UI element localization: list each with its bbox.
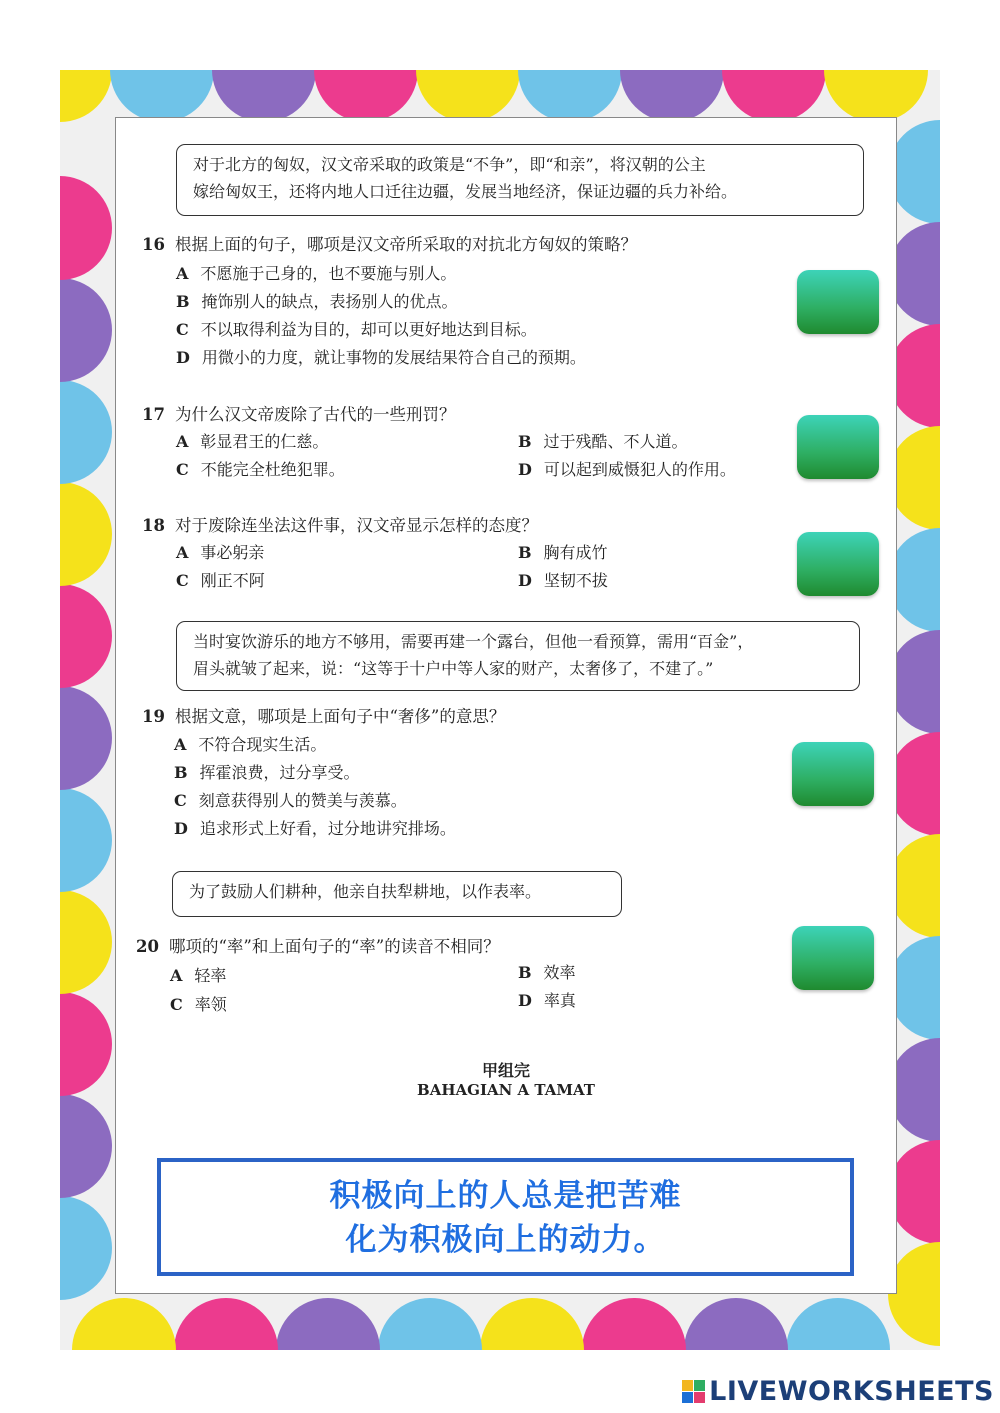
option-19-d (174, 816, 456, 839)
option-text: 过于残酷、不人道。 (543, 432, 688, 451)
option-20-c (170, 992, 227, 1015)
option-16-c (176, 317, 537, 340)
option-16-d (176, 345, 586, 368)
border-bubble (786, 1298, 890, 1350)
option-letter: D (518, 571, 532, 590)
passage-2 (176, 621, 860, 691)
option-19-a (174, 732, 326, 755)
border-bubble (174, 1298, 278, 1350)
border-bubble (60, 380, 112, 484)
border-bubble (60, 890, 112, 994)
liveworksheets-logo-icon (682, 1380, 705, 1403)
option-text: 用微小的力度，就让事物的发展结果符合自己的预期。 (201, 348, 586, 367)
question-20 (136, 933, 500, 957)
question-number: 18 (142, 516, 165, 535)
border-bubble (582, 1298, 686, 1350)
passage-1-line-2: 嫁给匈奴王，还将内地人口迁往边疆，发展当地经济，保证边疆的兵力补给。 (193, 182, 738, 201)
border-bubble (60, 1094, 112, 1198)
option-16-b (176, 289, 458, 312)
border-bubble (620, 70, 724, 122)
question-19 (142, 703, 505, 727)
option-letter: C (176, 320, 189, 339)
passage-3-line-1: 为了鼓励人们耕种，他亲自扶犁耕地，以作表率。 (189, 882, 542, 901)
border-bubble (60, 176, 112, 280)
question-number: 16 (142, 235, 165, 254)
motto-line-2: 化为积极向上的动力。 (345, 1222, 666, 1258)
question-number: 19 (142, 707, 165, 726)
border-bubble (60, 1196, 112, 1300)
motto-box (157, 1158, 854, 1276)
option-17-d (518, 457, 736, 480)
option-letter: B (174, 763, 188, 782)
option-letter: A (170, 966, 183, 985)
option-20-b (518, 960, 576, 983)
option-letter: A (176, 432, 189, 451)
border-bubble (72, 1298, 176, 1350)
answer-box-20[interactable] (792, 926, 874, 990)
question-number: 20 (136, 937, 159, 956)
brand-name: LIVEWORKSHEETS (709, 1376, 994, 1407)
option-text: 可以起到威慑犯人的作用。 (543, 460, 736, 479)
question-text: 根据上面的句子，哪项是汉文帝所采取的对抗北方匈奴的策略？ (174, 235, 637, 254)
option-18-a (176, 540, 264, 563)
section-end-malay: BAHAGIAN A TAMAT (417, 1081, 595, 1099)
option-18-b (518, 540, 608, 563)
option-text: 胸有成竹 (543, 543, 608, 562)
option-20-d (518, 988, 576, 1011)
passage-1-line-1: 对于北方的匈奴，汉文帝采取的政策是“不争”，即“和亲”，将汉朝的公主 (193, 155, 706, 174)
option-letter: C (176, 460, 189, 479)
answer-box-16[interactable] (797, 270, 879, 334)
option-text: 刚正不阿 (200, 571, 265, 590)
option-letter: B (176, 292, 190, 311)
question-18 (142, 512, 538, 536)
option-17-a (176, 429, 328, 452)
option-text: 不愿施于己身的，也不要施与别人。 (200, 264, 457, 283)
option-letter: D (176, 348, 190, 367)
question-16 (142, 231, 637, 255)
question-text: 哪项的“率”和上面句子的“率”的读音不相同？ (168, 937, 500, 956)
question-17 (142, 401, 455, 425)
border-bubble (276, 1298, 380, 1350)
option-text: 追求形式上好看，过分地讲究排场。 (199, 819, 456, 838)
option-17-c (176, 457, 345, 480)
option-text: 掩饰别人的缺点，表扬别人的优点。 (201, 292, 458, 311)
border-bubble (60, 482, 112, 586)
option-18-d (518, 568, 608, 591)
question-text: 根据文意，哪项是上面句子中“奢侈”的意思？ (174, 707, 506, 726)
option-letter: C (170, 995, 183, 1014)
option-letter: C (176, 571, 189, 590)
answer-box-17[interactable] (797, 415, 879, 479)
border-bubble (684, 1298, 788, 1350)
answer-box-19[interactable] (792, 742, 874, 806)
border-bubble (60, 584, 112, 688)
option-20-a (170, 963, 226, 986)
option-text: 彰显君王的仁慈。 (200, 432, 329, 451)
border-bubble (824, 70, 928, 122)
option-letter: D (518, 991, 532, 1010)
option-text: 事必躬亲 (200, 543, 265, 562)
border-bubble (212, 70, 316, 122)
option-17-b (518, 429, 688, 452)
option-18-c (176, 568, 265, 591)
border-bubble (60, 686, 112, 790)
border-bubble (110, 70, 214, 122)
option-text: 刻意获得别人的赞美与羡慕。 (198, 791, 407, 810)
passage-2-line-2: 眉头就皱了起来，说：“这等于十户中等人家的财产，太奢侈了，不建了。” (193, 659, 714, 678)
option-letter: B (518, 543, 532, 562)
border-bubble (518, 70, 622, 122)
border-bubble (314, 70, 418, 122)
option-text: 轻率 (194, 966, 227, 985)
answer-box-18[interactable] (797, 532, 879, 596)
border-bubble (60, 992, 112, 1096)
option-text: 率领 (194, 995, 227, 1014)
option-letter: C (174, 791, 187, 810)
liveworksheets-brand (682, 1376, 994, 1407)
option-letter: B (518, 963, 532, 982)
motto-line-1: 积极向上的人总是把苦难 (329, 1178, 682, 1214)
passage-1 (176, 144, 864, 216)
question-text: 对于废除连坐法这件事，汉文帝显示怎样的态度？ (174, 516, 538, 535)
border-bubble (60, 788, 112, 892)
border-bubble (722, 70, 826, 122)
option-letter: A (174, 735, 187, 754)
section-end-chinese: 甲组完 (481, 1061, 530, 1080)
question-number: 17 (142, 405, 165, 424)
border-bubble (480, 1298, 584, 1350)
worksheet-page (115, 117, 897, 1294)
option-letter: D (518, 460, 532, 479)
option-letter: B (518, 432, 532, 451)
option-text: 挥霍浪费，过分享受。 (199, 763, 360, 782)
border-bubble (60, 278, 112, 382)
border-bubble (378, 1298, 482, 1350)
option-16-a (176, 261, 456, 284)
option-text: 率真 (543, 991, 576, 1010)
option-text: 坚韧不拔 (543, 571, 608, 590)
question-text: 为什么汉文帝废除了古代的一些刑罚？ (174, 405, 456, 424)
option-letter: D (174, 819, 188, 838)
border-bubble (416, 70, 520, 122)
option-19-b (174, 760, 360, 783)
border-bubble (60, 70, 112, 122)
passage-2-line-1: 当时宴饮游乐的地方不够用，需要再建一个露台，但他一看预算，需用“百金”， (193, 632, 754, 651)
option-text: 效率 (543, 963, 576, 982)
option-letter: A (176, 264, 189, 283)
option-letter: A (176, 543, 189, 562)
passage-3 (172, 871, 622, 917)
option-19-c (174, 788, 407, 811)
option-text: 不符合现实生活。 (198, 735, 327, 754)
option-text: 不以取得利益为目的，却可以更好地达到目标。 (200, 320, 537, 339)
option-text: 不能完全杜绝犯罪。 (200, 460, 345, 479)
